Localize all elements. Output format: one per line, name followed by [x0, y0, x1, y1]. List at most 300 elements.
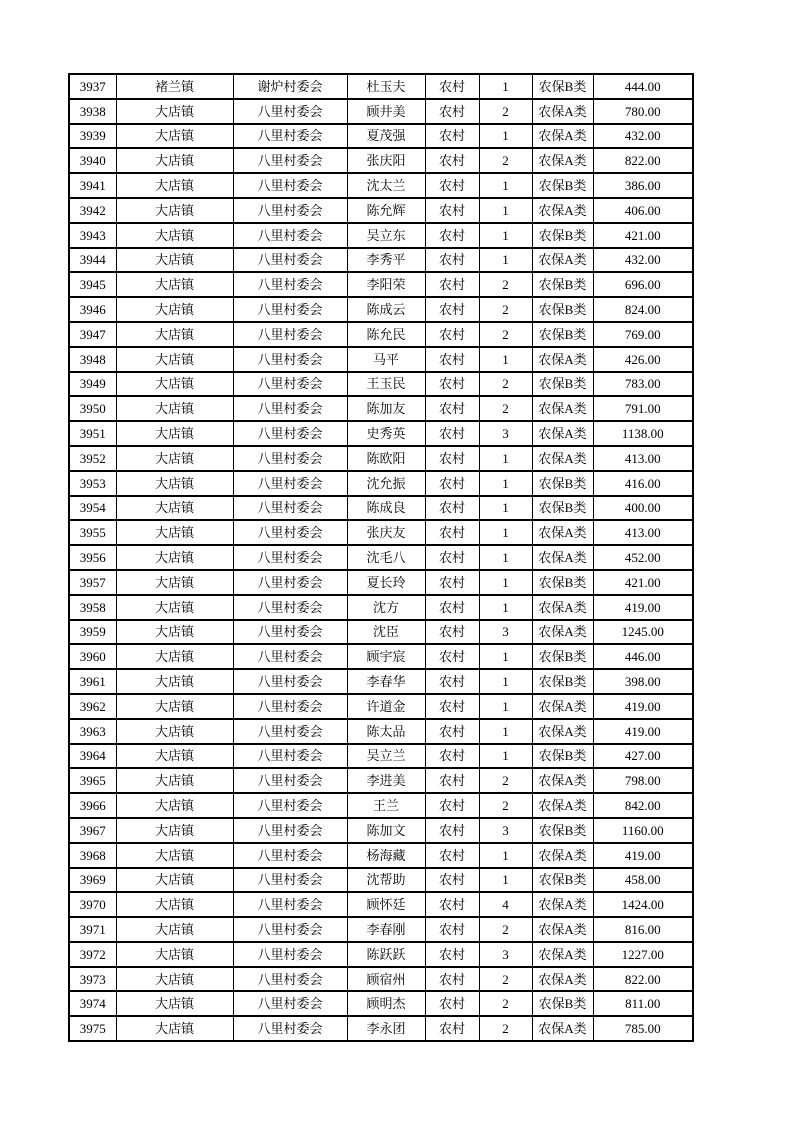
cell-category: 农保A类 — [532, 917, 593, 942]
cell-residence: 农村 — [425, 570, 479, 595]
cell-village: 八里村委会 — [233, 99, 347, 124]
cell-count: 1 — [479, 248, 532, 273]
cell-town: 大店镇 — [116, 570, 233, 595]
cell-town: 大店镇 — [116, 843, 233, 868]
cell-category: 农保A类 — [532, 719, 593, 744]
cell-residence: 农村 — [425, 545, 479, 570]
cell-serial: 3941 — [69, 173, 116, 198]
cell-name: 顾宇宸 — [347, 644, 425, 669]
table-row — [69, 372, 693, 397]
cell-category: 农保B类 — [532, 496, 593, 521]
cell-category: 农保A类 — [532, 248, 593, 273]
cell-town: 大店镇 — [116, 1016, 233, 1041]
cell-serial: 3942 — [69, 198, 116, 223]
table-row — [69, 719, 693, 744]
cell-village: 八里村委会 — [233, 272, 347, 297]
beneficiary-table — [68, 73, 694, 1042]
cell-village: 八里村委会 — [233, 967, 347, 992]
table-row — [69, 793, 693, 818]
cell-town: 大店镇 — [116, 124, 233, 149]
cell-name: 沈太兰 — [347, 173, 425, 198]
cell-residence: 农村 — [425, 173, 479, 198]
cell-residence: 农村 — [425, 917, 479, 942]
cell-town: 大店镇 — [116, 421, 233, 446]
cell-amount: 406.00 — [593, 198, 693, 223]
cell-village: 八里村委会 — [233, 223, 347, 248]
table-row — [69, 396, 693, 421]
cell-village: 八里村委会 — [233, 372, 347, 397]
cell-village: 八里村委会 — [233, 297, 347, 322]
cell-name: 沈臣 — [347, 620, 425, 645]
cell-serial: 3952 — [69, 446, 116, 471]
table-row — [69, 644, 693, 669]
cell-count: 2 — [479, 396, 532, 421]
table-row — [69, 768, 693, 793]
cell-residence: 农村 — [425, 744, 479, 769]
cell-count: 1 — [479, 198, 532, 223]
cell-village: 八里村委会 — [233, 818, 347, 843]
cell-count: 1 — [479, 124, 532, 149]
cell-town: 大店镇 — [116, 793, 233, 818]
cell-category: 农保B类 — [532, 991, 593, 1016]
cell-village: 谢炉村委会 — [233, 74, 347, 99]
cell-amount: 432.00 — [593, 124, 693, 149]
cell-town: 大店镇 — [116, 347, 233, 372]
cell-count: 1 — [479, 595, 532, 620]
cell-amount: 785.00 — [593, 1016, 693, 1041]
table-row — [69, 744, 693, 769]
cell-residence: 农村 — [425, 520, 479, 545]
cell-town: 大店镇 — [116, 322, 233, 347]
cell-residence: 农村 — [425, 148, 479, 173]
cell-village: 八里村委会 — [233, 768, 347, 793]
cell-category: 农保A类 — [532, 967, 593, 992]
cell-residence: 农村 — [425, 446, 479, 471]
cell-town: 大店镇 — [116, 868, 233, 893]
table-row — [69, 198, 693, 223]
cell-count: 1 — [479, 669, 532, 694]
table-row — [69, 942, 693, 967]
table-row — [69, 124, 693, 149]
cell-category: 农保B类 — [532, 471, 593, 496]
cell-category: 农保B类 — [532, 644, 593, 669]
cell-amount: 696.00 — [593, 272, 693, 297]
cell-amount: 811.00 — [593, 991, 693, 1016]
cell-count: 1 — [479, 347, 532, 372]
cell-count: 2 — [479, 1016, 532, 1041]
cell-amount: 427.00 — [593, 744, 693, 769]
cell-category: 农保A类 — [532, 446, 593, 471]
cell-name: 李阳荣 — [347, 272, 425, 297]
cell-residence: 农村 — [425, 793, 479, 818]
cell-residence: 农村 — [425, 124, 479, 149]
cell-amount: 426.00 — [593, 347, 693, 372]
cell-name: 杜玉夫 — [347, 74, 425, 99]
table-row — [69, 223, 693, 248]
cell-village: 八里村委会 — [233, 991, 347, 1016]
cell-serial: 3971 — [69, 917, 116, 942]
cell-amount: 1227.00 — [593, 942, 693, 967]
cell-residence: 农村 — [425, 74, 479, 99]
cell-amount: 452.00 — [593, 545, 693, 570]
cell-count: 2 — [479, 148, 532, 173]
cell-village: 八里村委会 — [233, 744, 347, 769]
cell-town: 大店镇 — [116, 248, 233, 273]
cell-village: 八里村委会 — [233, 1016, 347, 1041]
table-row — [69, 967, 693, 992]
cell-name: 陈允民 — [347, 322, 425, 347]
cell-amount: 816.00 — [593, 917, 693, 942]
cell-name: 沈允振 — [347, 471, 425, 496]
cell-town: 大店镇 — [116, 372, 233, 397]
cell-category: 农保B类 — [532, 570, 593, 595]
cell-serial: 3943 — [69, 223, 116, 248]
cell-name: 张庆阳 — [347, 148, 425, 173]
cell-village: 八里村委会 — [233, 719, 347, 744]
cell-name: 陈成云 — [347, 297, 425, 322]
cell-name: 李秀平 — [347, 248, 425, 273]
cell-amount: 791.00 — [593, 396, 693, 421]
cell-serial: 3940 — [69, 148, 116, 173]
cell-village: 八里村委会 — [233, 173, 347, 198]
cell-count: 2 — [479, 967, 532, 992]
cell-name: 陈跃跃 — [347, 942, 425, 967]
table-row — [69, 917, 693, 942]
cell-category: 农保A类 — [532, 620, 593, 645]
cell-serial: 3963 — [69, 719, 116, 744]
table-row — [69, 843, 693, 868]
cell-serial: 3964 — [69, 744, 116, 769]
cell-residence: 农村 — [425, 620, 479, 645]
cell-count: 2 — [479, 322, 532, 347]
cell-village: 八里村委会 — [233, 248, 347, 273]
cell-residence: 农村 — [425, 694, 479, 719]
table-row — [69, 446, 693, 471]
cell-amount: 386.00 — [593, 173, 693, 198]
cell-town: 大店镇 — [116, 892, 233, 917]
cell-amount: 1424.00 — [593, 892, 693, 917]
cell-count: 2 — [479, 768, 532, 793]
cell-amount: 446.00 — [593, 644, 693, 669]
cell-category: 农保B类 — [532, 297, 593, 322]
cell-category: 农保A类 — [532, 595, 593, 620]
cell-name: 王玉民 — [347, 372, 425, 397]
cell-residence: 农村 — [425, 322, 479, 347]
cell-amount: 421.00 — [593, 570, 693, 595]
cell-residence: 农村 — [425, 372, 479, 397]
table-row — [69, 620, 693, 645]
cell-amount: 1245.00 — [593, 620, 693, 645]
cell-name: 夏长玲 — [347, 570, 425, 595]
cell-amount: 1138.00 — [593, 421, 693, 446]
cell-name: 李春华 — [347, 669, 425, 694]
cell-serial: 3953 — [69, 471, 116, 496]
cell-village: 八里村委会 — [233, 471, 347, 496]
table-row — [69, 496, 693, 521]
table-row — [69, 272, 693, 297]
cell-town: 大店镇 — [116, 471, 233, 496]
cell-amount: 421.00 — [593, 223, 693, 248]
cell-amount: 432.00 — [593, 248, 693, 273]
cell-amount: 419.00 — [593, 843, 693, 868]
cell-category: 农保B类 — [532, 818, 593, 843]
cell-count: 1 — [479, 644, 532, 669]
cell-village: 八里村委会 — [233, 694, 347, 719]
cell-category: 农保B类 — [532, 669, 593, 694]
cell-name: 陈允辉 — [347, 198, 425, 223]
cell-residence: 农村 — [425, 297, 479, 322]
cell-town: 大店镇 — [116, 818, 233, 843]
cell-residence: 农村 — [425, 471, 479, 496]
cell-amount: 400.00 — [593, 496, 693, 521]
cell-count: 1 — [479, 173, 532, 198]
cell-residence: 农村 — [425, 719, 479, 744]
cell-town: 大店镇 — [116, 545, 233, 570]
cell-name: 杨海藏 — [347, 843, 425, 868]
cell-name: 陈成良 — [347, 496, 425, 521]
cell-village: 八里村委会 — [233, 545, 347, 570]
cell-count: 1 — [479, 719, 532, 744]
cell-serial: 3946 — [69, 297, 116, 322]
table-row — [69, 570, 693, 595]
cell-serial: 3966 — [69, 793, 116, 818]
cell-name: 陈太品 — [347, 719, 425, 744]
cell-residence: 农村 — [425, 595, 479, 620]
cell-count: 4 — [479, 892, 532, 917]
cell-name: 顾宿州 — [347, 967, 425, 992]
cell-residence: 农村 — [425, 347, 479, 372]
cell-amount: 419.00 — [593, 694, 693, 719]
cell-town: 大店镇 — [116, 694, 233, 719]
cell-serial: 3945 — [69, 272, 116, 297]
cell-count: 3 — [479, 421, 532, 446]
cell-name: 许道金 — [347, 694, 425, 719]
cell-count: 3 — [479, 942, 532, 967]
cell-serial: 3975 — [69, 1016, 116, 1041]
cell-category: 农保A类 — [532, 793, 593, 818]
cell-town: 大店镇 — [116, 620, 233, 645]
cell-name: 顾井美 — [347, 99, 425, 124]
cell-residence: 农村 — [425, 421, 479, 446]
cell-name: 张庆友 — [347, 520, 425, 545]
cell-serial: 3958 — [69, 595, 116, 620]
cell-count: 1 — [479, 868, 532, 893]
cell-serial: 3951 — [69, 421, 116, 446]
cell-amount: 444.00 — [593, 74, 693, 99]
cell-town: 大店镇 — [116, 99, 233, 124]
cell-name: 王兰 — [347, 793, 425, 818]
cell-town: 大店镇 — [116, 297, 233, 322]
cell-name: 马平 — [347, 347, 425, 372]
cell-town: 大店镇 — [116, 967, 233, 992]
cell-town: 大店镇 — [116, 173, 233, 198]
cell-name: 吴立东 — [347, 223, 425, 248]
cell-amount: 419.00 — [593, 719, 693, 744]
cell-village: 八里村委会 — [233, 669, 347, 694]
cell-category: 农保B类 — [532, 372, 593, 397]
cell-name: 李永团 — [347, 1016, 425, 1041]
cell-village: 八里村委会 — [233, 421, 347, 446]
cell-category: 农保B类 — [532, 223, 593, 248]
table-row — [69, 297, 693, 322]
cell-count: 3 — [479, 818, 532, 843]
cell-category: 农保A类 — [532, 347, 593, 372]
cell-town: 大店镇 — [116, 595, 233, 620]
cell-serial: 3967 — [69, 818, 116, 843]
cell-count: 1 — [479, 74, 532, 99]
cell-category: 农保A类 — [532, 421, 593, 446]
cell-category: 农保A类 — [532, 198, 593, 223]
table-row — [69, 595, 693, 620]
cell-count: 1 — [479, 496, 532, 521]
cell-serial: 3962 — [69, 694, 116, 719]
cell-amount: 824.00 — [593, 297, 693, 322]
cell-town: 大店镇 — [116, 768, 233, 793]
cell-residence: 农村 — [425, 396, 479, 421]
cell-serial: 3954 — [69, 496, 116, 521]
cell-serial: 3970 — [69, 892, 116, 917]
cell-serial: 3972 — [69, 942, 116, 967]
cell-village: 八里村委会 — [233, 917, 347, 942]
cell-town: 大店镇 — [116, 396, 233, 421]
cell-name: 陈加文 — [347, 818, 425, 843]
cell-residence: 农村 — [425, 868, 479, 893]
cell-village: 八里村委会 — [233, 620, 347, 645]
cell-count: 1 — [479, 446, 532, 471]
cell-name: 顾明杰 — [347, 991, 425, 1016]
cell-amount: 413.00 — [593, 520, 693, 545]
cell-serial: 3938 — [69, 99, 116, 124]
cell-residence: 农村 — [425, 768, 479, 793]
cell-residence: 农村 — [425, 496, 479, 521]
cell-amount: 1160.00 — [593, 818, 693, 843]
cell-category: 农保A类 — [532, 520, 593, 545]
cell-count: 2 — [479, 793, 532, 818]
cell-town: 大店镇 — [116, 991, 233, 1016]
cell-name: 夏茂强 — [347, 124, 425, 149]
cell-village: 八里村委会 — [233, 520, 347, 545]
cell-category: 农保B类 — [532, 868, 593, 893]
cell-village: 八里村委会 — [233, 198, 347, 223]
cell-category: 农保B类 — [532, 322, 593, 347]
cell-category: 农保A类 — [532, 1016, 593, 1041]
cell-category: 农保A类 — [532, 942, 593, 967]
table-row — [69, 892, 693, 917]
cell-village: 八里村委会 — [233, 124, 347, 149]
cell-town: 大店镇 — [116, 223, 233, 248]
cell-town: 大店镇 — [116, 520, 233, 545]
cell-serial: 3948 — [69, 347, 116, 372]
cell-town: 大店镇 — [116, 446, 233, 471]
cell-village: 八里村委会 — [233, 843, 347, 868]
cell-village: 八里村委会 — [233, 148, 347, 173]
cell-town: 大店镇 — [116, 669, 233, 694]
cell-town: 大店镇 — [116, 942, 233, 967]
cell-residence: 农村 — [425, 1016, 479, 1041]
cell-town: 大店镇 — [116, 148, 233, 173]
cell-amount: 398.00 — [593, 669, 693, 694]
table-body — [69, 74, 693, 1041]
cell-village: 八里村委会 — [233, 892, 347, 917]
cell-category: 农保B类 — [532, 744, 593, 769]
table-row — [69, 347, 693, 372]
table-row — [69, 471, 693, 496]
cell-village: 八里村委会 — [233, 868, 347, 893]
cell-town: 大店镇 — [116, 496, 233, 521]
cell-residence: 农村 — [425, 99, 479, 124]
table-row — [69, 148, 693, 173]
cell-name: 沈毛八 — [347, 545, 425, 570]
cell-category: 农保A类 — [532, 148, 593, 173]
cell-village: 八里村委会 — [233, 570, 347, 595]
cell-residence: 农村 — [425, 991, 479, 1016]
cell-category: 农保A类 — [532, 768, 593, 793]
cell-count: 1 — [479, 843, 532, 868]
cell-amount: 419.00 — [593, 595, 693, 620]
cell-count: 1 — [479, 471, 532, 496]
cell-residence: 农村 — [425, 892, 479, 917]
cell-serial: 3939 — [69, 124, 116, 149]
cell-category: 农保A类 — [532, 843, 593, 868]
cell-residence: 农村 — [425, 942, 479, 967]
cell-serial: 3974 — [69, 991, 116, 1016]
cell-category: 农保A类 — [532, 396, 593, 421]
cell-category: 农保A类 — [532, 545, 593, 570]
cell-residence: 农村 — [425, 818, 479, 843]
cell-name: 吴立兰 — [347, 744, 425, 769]
cell-village: 八里村委会 — [233, 595, 347, 620]
table-row — [69, 1016, 693, 1041]
cell-serial: 3973 — [69, 967, 116, 992]
cell-name: 史秀英 — [347, 421, 425, 446]
table-row — [69, 421, 693, 446]
cell-serial: 3947 — [69, 322, 116, 347]
cell-category: 农保B类 — [532, 173, 593, 198]
cell-serial: 3957 — [69, 570, 116, 595]
cell-amount: 769.00 — [593, 322, 693, 347]
cell-town: 大店镇 — [116, 198, 233, 223]
cell-name: 陈欧阳 — [347, 446, 425, 471]
cell-serial: 3937 — [69, 74, 116, 99]
cell-count: 1 — [479, 694, 532, 719]
cell-village: 八里村委会 — [233, 942, 347, 967]
cell-amount: 458.00 — [593, 868, 693, 893]
cell-residence: 农村 — [425, 223, 479, 248]
cell-amount: 798.00 — [593, 768, 693, 793]
cell-serial: 3960 — [69, 644, 116, 669]
cell-town: 大店镇 — [116, 719, 233, 744]
cell-amount: 413.00 — [593, 446, 693, 471]
cell-count: 1 — [479, 223, 532, 248]
cell-name: 沈帮助 — [347, 868, 425, 893]
cell-town: 大店镇 — [116, 744, 233, 769]
table-row — [69, 173, 693, 198]
cell-village: 八里村委会 — [233, 793, 347, 818]
cell-serial: 3955 — [69, 520, 116, 545]
table-row — [69, 818, 693, 843]
cell-count: 2 — [479, 99, 532, 124]
cell-category: 农保A类 — [532, 124, 593, 149]
cell-village: 八里村委会 — [233, 396, 347, 421]
cell-residence: 农村 — [425, 843, 479, 868]
cell-residence: 农村 — [425, 198, 479, 223]
cell-amount: 416.00 — [593, 471, 693, 496]
cell-count: 2 — [479, 297, 532, 322]
cell-amount: 780.00 — [593, 99, 693, 124]
table-row — [69, 248, 693, 273]
cell-count: 3 — [479, 620, 532, 645]
cell-category: 农保B类 — [532, 74, 593, 99]
